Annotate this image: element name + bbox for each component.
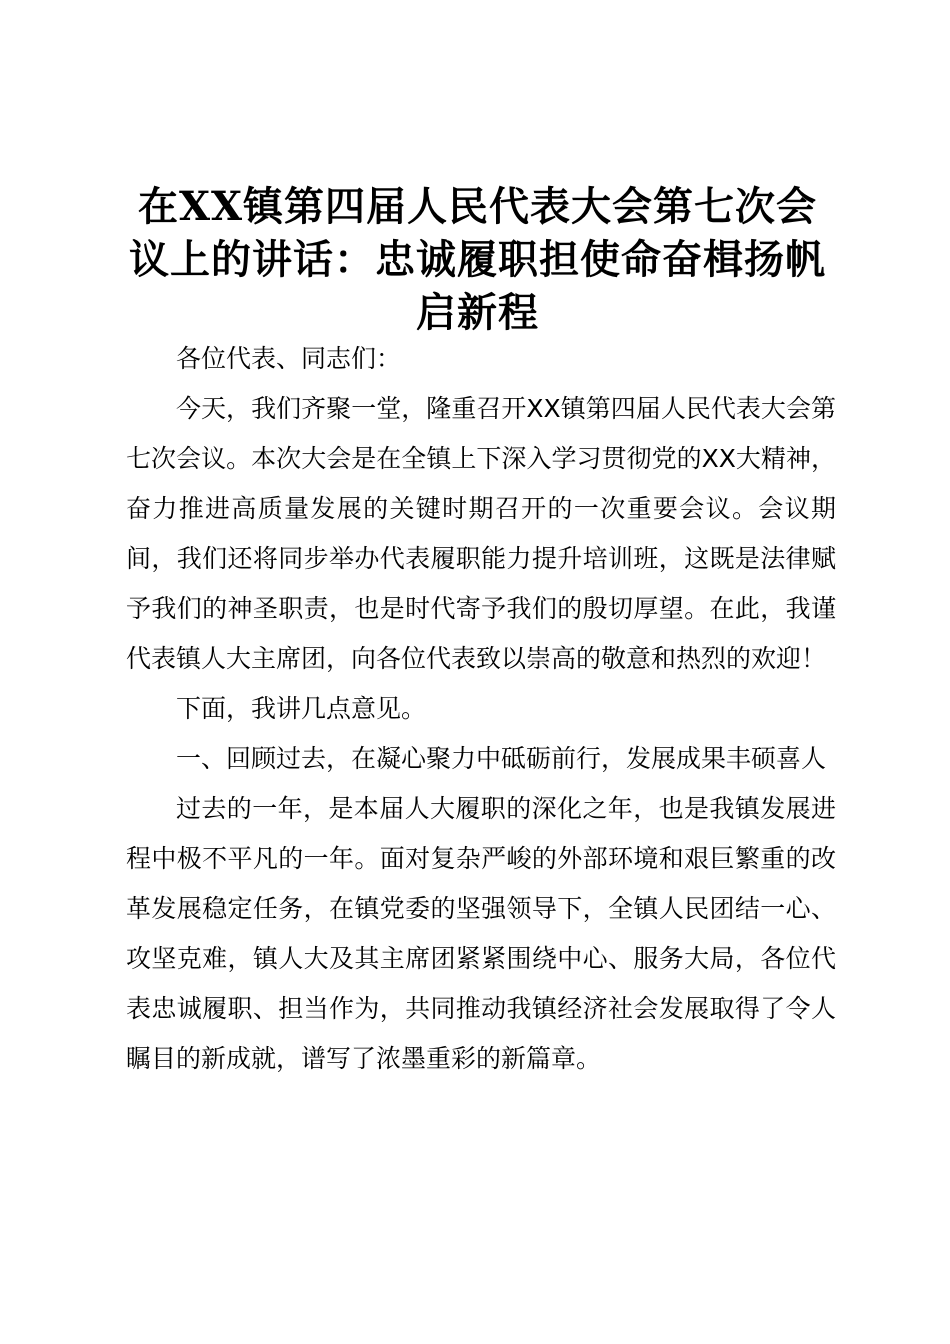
paragraph-transition: 下面，我讲几点意见。 [176,694,427,723]
document-body [126,334,836,1084]
document-title: 在XX镇第四届人民代表大会第七次会议上的讲话：忠诚履职担使命奋楫扬帆启新程 [129,183,826,336]
paragraph-opening: 今天，我们齐聚一堂，隆重召开XX镇第四届人民代表大会第七次会议。本次大会是在全镇上下深入学习贯彻党的XX大精神，奋力推进高质量发展的关键时期召开的一次重要会议。会议期间，我们还将同步举办代表履职能力提升培训班，这既是法律赋予我们的神圣职责，也是时代寄予我们的殷切厚望。在此，我谨代表镇人大主席团，向各位代表致以崇高的敬意和热烈的欢迎！ [126,394,836,673]
salutation: 各位代表、同志们： [176,344,402,373]
paragraph-review: 过去的一年，是本届人大履职的深化之年，也是我镇发展进程中极不平凡的一年。面对复杂严峻的外部环境和艰巨繁重的改革发展稳定任务，在镇党委的坚强领导下，全镇人民团结一心、攻坚克难，镇人大及其主席团紧紧围绕中心、服务大局，各位代表忠诚履职、担当作为，共同推动我镇经济社会发展取得了令人瞩目的新成就，谱写了浓墨重彩的新篇章。 [126,794,836,1073]
section-heading-one: 一、回顾过去，在凝心聚力中砥砺前行，发展成果丰硕喜人 [176,744,827,773]
